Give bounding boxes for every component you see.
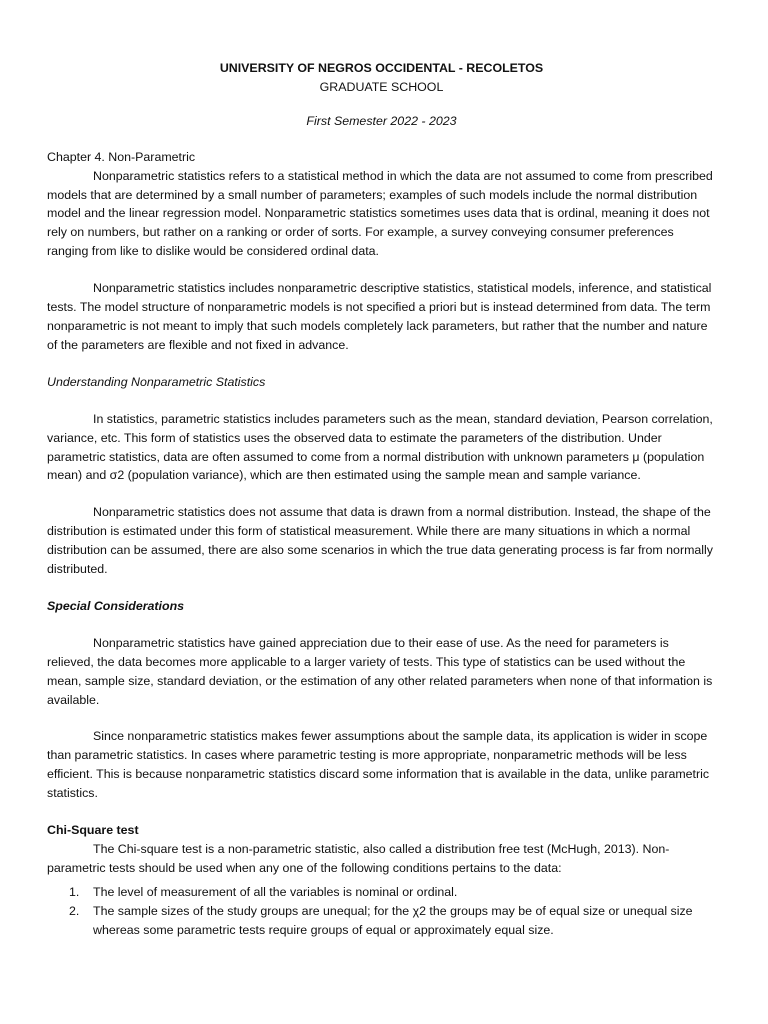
paragraph: The Chi-square test is a non-parametric statistic, also called a distribution free test (McHugh, 2013). Non-parametric tests should be used when any one of the following conditions pertains to the data: [47,842,670,875]
section-heading-special: Special Considerations [47,598,185,613]
university-name: UNIVERSITY OF NEGROS OCCIDENTAL - RECOLETOS [219,61,544,75]
paragraph: Nonparametric statistics have gained appreciation due to their ease of use. As the need for parameters is relieved, the data becomes more applicable to a larger variety of tests. This type of statistics can be used without the mean, sample size, standard deviation, or the estimation of any other related parameters when none of that information is available. [47,635,713,707]
paragraph: Nonparametric statistics refers to a statistical method in which the data are not assumed to come from prescribed models that are determined by a small number of parameters; examples of such models include the normal distribution model and the linear regression model. Nonparametric statistics sometimes uses data that is ordinal, meaning it does not rely on numbers, but rather on a ranking or order of sorts. For example, a survey conveying consumer preferences ranging from like to dislike would be considered ordinal data. [47,168,713,259]
list-number: 1. [69,884,80,899]
paragraph: In statistics, parametric statistics includes parameters such as the mean, standard deviation, Pearson correlation, variance, etc. This form of statistics uses the observed data to estimate the parameters of the distribution. Under parametric statistics, data are often assumed to come from a normal distribution with unknown parameters μ (population mean) and σ2 (population variance), which are then estimated using the sample mean and sample variance. [47,411,713,483]
paragraph: Nonparametric statistics does not assume that data is drawn from a normal distribution. Instead, the shape of the distribution is estimated under this form of statistical measurement. While there are many situations in which a normal distribution can be assumed, there are also some scenarios in which the true data generating process is far from normally distributed. [47,505,713,577]
school-name: GRADUATE SCHOOL [319,79,444,94]
section-heading-understanding: Understanding Nonparametric Statistics [47,374,266,389]
list-number: 2. [69,903,80,918]
list-text: The level of measurement of all the variables is nominal or ordinal. [93,884,458,899]
paragraph: Since nonparametric statistics makes fewer assumptions about the sample data, its application is wider in scope than parametric statistics. In cases where parametric testing is more appropriate, nonparametric methods will be less efficient. This is because nonparametric statistics discard some information that is available in the data, unlike parametric statistics. [47,729,710,801]
semester-label: First Semester 2022 - 2023 [306,113,457,128]
section-heading-chi-square: Chi-Square test [47,823,139,838]
chapter-title: Chapter 4. Non-Parametric [47,149,196,164]
list-text: The sample sizes of the study groups are unequal; for the χ2 the groups may be of equal size or unequal size whereas some parametric tests require groups of equal or approximately equal size. [93,903,693,937]
list-item [47,883,716,902]
list-item [47,902,716,940]
paragraph: Nonparametric statistics includes nonparametric descriptive statistics, statistical models, inference, and statistical tests. The model structure of nonparametric models is not specified a priori but is instead determined from data. The term nonparametric is not meant to imply that such models completely lack parameters, but rather that the number and nature of the parameters are flexible and not fixed in advance. [47,281,712,352]
document-header [47,59,716,131]
conditions-list [47,883,716,940]
